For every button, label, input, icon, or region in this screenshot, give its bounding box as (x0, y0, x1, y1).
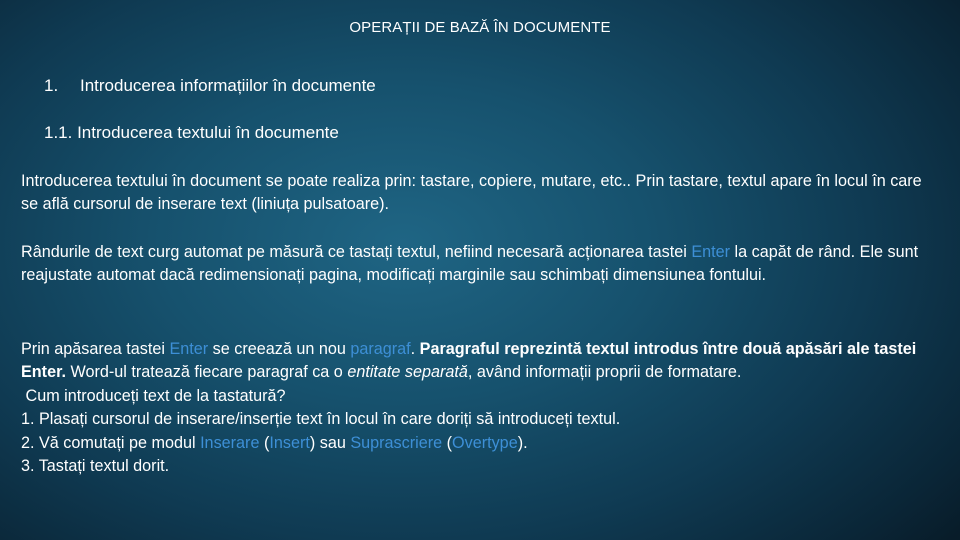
paragraph-3 (21, 338, 941, 478)
howto-step-1: 1. Plasați cursorul de inserare/inserție text în locul în care doriți să introduceți textul. (21, 410, 621, 429)
howto-question-text: Cum introduceți text de la tastatură? (21, 386, 286, 405)
mode-suprascriere: Suprascriere (350, 433, 443, 452)
term-paragraf: paragraf (350, 340, 411, 358)
para2-text-before: Rândurile de text curg automat pe măsură ce tastați textul, nefiind necesară acționarea tastei (21, 243, 692, 261)
page-title: OPERAȚII DE BAZĂ ÎN DOCUMENTE (349, 19, 611, 36)
mode-inserare: Inserare (200, 433, 260, 452)
subsection-heading: 1.1. Introducerea textului în documente (44, 123, 339, 142)
para3-text: , având informații proprii de formatare. (467, 363, 742, 382)
para3-text: Prin apăsarea tastei (21, 340, 170, 358)
paragraph-definition (21, 338, 941, 385)
entity-italic: entitate separată (347, 363, 468, 382)
step2-text: ). (517, 433, 528, 452)
para3-text: Word-ul tratează fiecare paragraf ca o (65, 363, 348, 382)
mode-insert: Insert (269, 433, 310, 452)
section-number: 1. (44, 76, 59, 95)
para2-text-after: la capăt de rând. Ele sunt reajustate automat dacă redimensionați pagina, modificați marginile sau schimbați dimensiunea fontului. (21, 243, 919, 285)
paragraph-definition-bold: Paragraful reprezintă textul introdus între două apăsări ale tastei Enter. (21, 340, 917, 382)
howto-step-2 (21, 432, 941, 455)
key-enter-2: Enter (169, 340, 209, 358)
section-label: Introducerea informațiilor în documente (80, 76, 376, 95)
paragraph-1: Introducerea textului în document se poate realiza prin: tastare, copiere, mutare, etc.. Prin tastare, textul apare în locul în care se află cursorul de inserare text (liniuța pulsatoare). (21, 172, 922, 214)
paragraph-2 (21, 241, 941, 288)
howto-question (21, 385, 941, 408)
step2-text: ) sau (309, 433, 351, 452)
step2-text: ( (259, 433, 270, 452)
para3-text: . (410, 340, 420, 358)
section-heading-1 (44, 76, 376, 96)
para3-text: se creează un nou (208, 340, 351, 358)
step2-text: ( (442, 433, 453, 452)
step2-text: 2. Vă comutați pe modul (21, 433, 201, 452)
key-enter: Enter (691, 243, 731, 261)
mode-overtype: Overtype (452, 433, 518, 452)
howto-step-3: 3. Tastați textul dorit. (21, 457, 170, 476)
